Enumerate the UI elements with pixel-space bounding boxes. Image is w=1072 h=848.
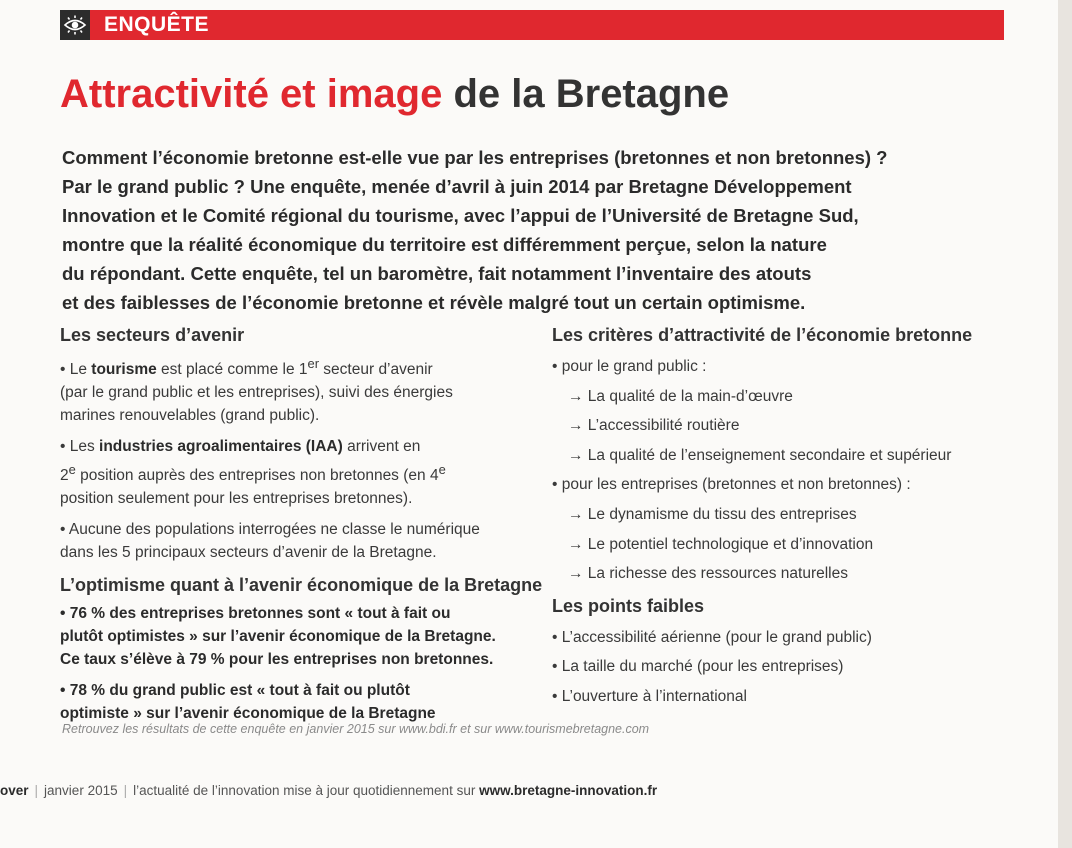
page-edge-strip [1058, 0, 1072, 848]
title-accent: Attractivité et image [60, 72, 443, 116]
title-rest: de la Bretagne [453, 72, 730, 116]
heading-secteurs: Les secteurs d’avenir [60, 325, 245, 345]
lead-line: Comment l’économie bretonne est-elle vue par les entreprises (bretonnes et non bretonnes) ? [62, 147, 888, 168]
list-item: • pour les entreprises (bretonnes et non bretonnes) : [552, 476, 911, 494]
list-item: → La qualité de la main-d’œuvre [568, 387, 793, 405]
lead-line: et des faiblesses de l’économie bretonne et révèle malgré tout un certain optimisme. [62, 292, 806, 313]
paragraph-iaa: • Les industries agroalimentaires (IAA) arrivent en 2e position auprès des entreprises non bretonnes (en 4e position seulement pour les entreprises bretonnes). [60, 438, 446, 508]
footer-prefix: over [0, 783, 29, 798]
paragraph-entreprises-optimisme: • 76 % des entreprises bretonnes sont « tout à fait ou plutôt optimistes » sur l’avenir économique de la Bretagne. Ce taux s’élève à 79 % pour les entreprises non bretonnes. [60, 605, 496, 669]
list-item: • L’ouverture à l’international [552, 687, 747, 705]
list-item: • La taille du marché (pour les entreprises) [552, 658, 844, 676]
lead-line: du répondant. Cette enquête, tel un baromètre, fait notamment l’inventaire des atouts [62, 263, 812, 284]
footer-url-link[interactable]: www.bretagne-innovation.fr [479, 783, 658, 798]
footer-text: l’actualité de l’innovation mise à jour quotidiennement sur [133, 783, 476, 798]
heading-criteres: Les critères d’attractivité de l’économie bretonne [552, 325, 973, 345]
section-header-band [60, 10, 1004, 40]
list-item: • L’accessibilité aérienne (pour le grand public) [552, 628, 872, 646]
footer-bar [0, 783, 657, 798]
list-item: → L’accessibilité routière [568, 417, 740, 435]
lead-line: Innovation et le Comité régional du tourisme, avec l’appui de l’Université de Bretagne Sud, [62, 205, 859, 226]
list-item: → Le dynamisme du tissu des entreprises [568, 505, 857, 523]
heading-optimisme: L’optimisme quant à l’avenir économique de la Bretagne [60, 575, 543, 596]
heading-points-faibles: Les points faibles [552, 595, 705, 616]
lead-line: montre que la réalité économique du territoire est différemment perçue, selon la nature [62, 234, 827, 255]
eye-icon [60, 10, 90, 40]
paragraph-numerique: • Aucune des populations interrogées ne classe le numérique dans les 5 principaux secteurs d’avenir de la Bretagne. [60, 521, 480, 562]
footer-date: janvier 2015 [44, 783, 118, 798]
right-column [552, 322, 1022, 712]
list-item: → La qualité de l’enseignement secondaire et supérieur [568, 446, 952, 464]
lead-paragraph [62, 143, 1022, 317]
paragraph-tourisme: • Le tourisme est placé comme le 1er secteur d’avenir (par le grand public et les entreprises), suivi des énergies marines renouvelables (grand public). [60, 356, 453, 425]
section-label: ENQUÊTE [104, 13, 210, 36]
list-item: → Le potentiel technologique et d’innovation [568, 535, 874, 553]
paragraph-grand-public-optimisme: • 78 % du grand public est « tout à fait ou plutôt optimiste » sur l’avenir économique de la Bretagne [60, 682, 436, 723]
list-item: • pour le grand public : [552, 358, 707, 375]
footer-separator: | [123, 783, 128, 798]
list-item: → La richesse des ressources naturelles [568, 565, 848, 583]
footer-separator: | [34, 783, 39, 798]
lead-line: Par le grand public ? Une enquête, menée d’avril à juin 2014 par Bretagne Développement [62, 176, 852, 197]
footer-note: Retrouvez les résultats de cette enquête en janvier 2015 sur www.bdi.fr et sur www.tourismebretagne.com [62, 722, 650, 736]
page-title [60, 68, 729, 120]
left-column [60, 322, 543, 733]
